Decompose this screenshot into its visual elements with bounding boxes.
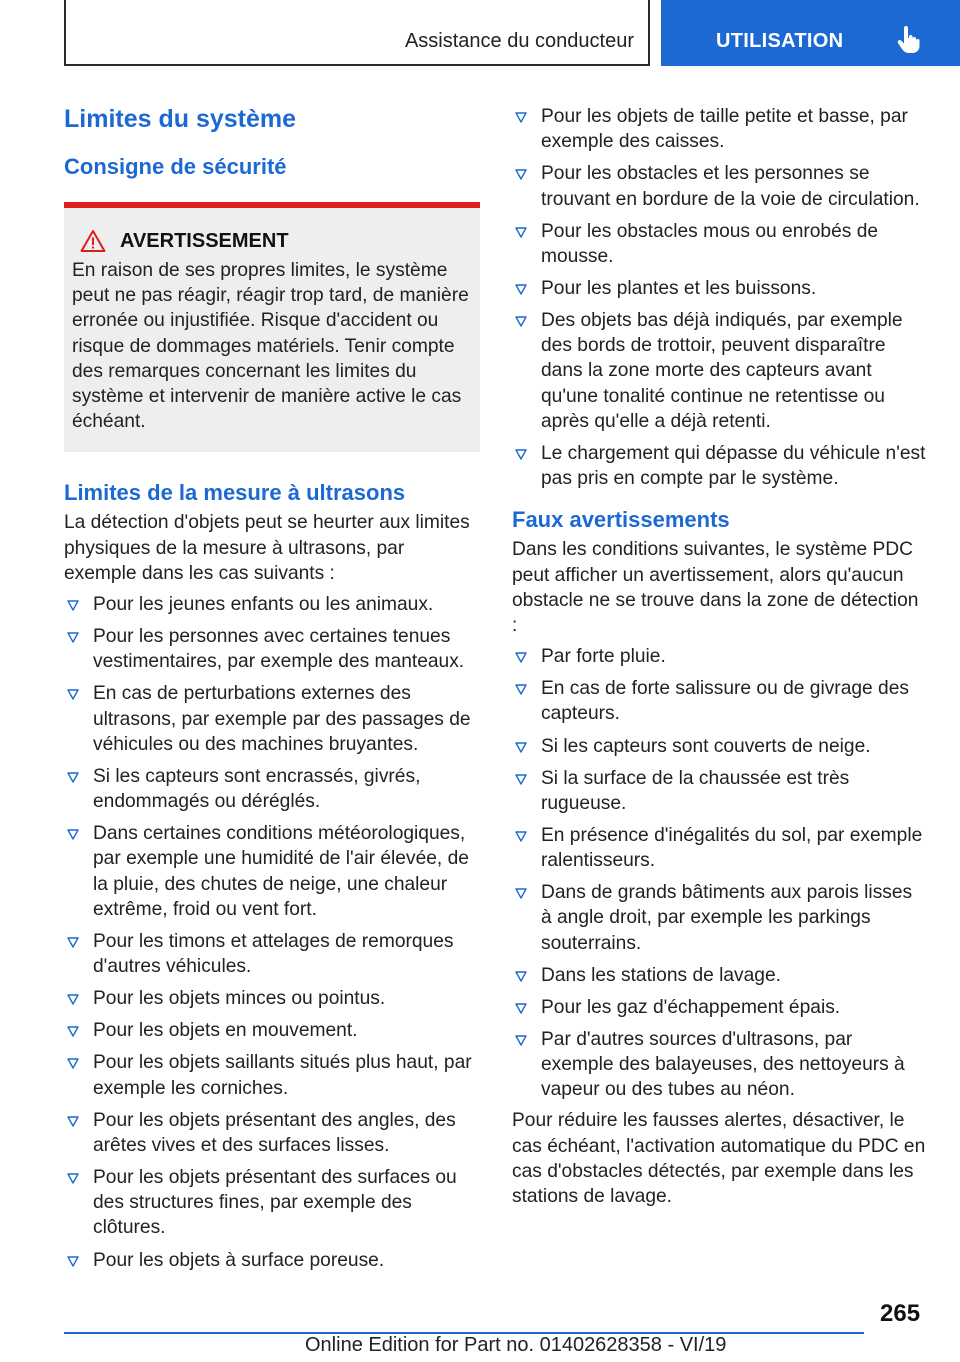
list-item-text: Pour les obstacles mous ou enrobés de mousse.: [541, 220, 879, 267]
list-item-text: En présence d'inégalités du sol, par exemple ralentisseurs.: [541, 824, 923, 872]
bullet-triangle-icon: [67, 994, 79, 1005]
list-item: [512, 676, 928, 726]
list-item-text: Si les capteurs sont couverts de neige.: [541, 735, 871, 757]
list-item-text: Pour les objets présentant des angles, des arêtes vives et des surfaces lisses.: [93, 1109, 456, 1156]
list-item: [512, 161, 928, 211]
bullet-triangle-icon: [67, 1256, 79, 1267]
bullet-triangle-icon: [67, 632, 79, 643]
bullet-triangle-icon: [67, 937, 79, 948]
list-item: [64, 986, 480, 1011]
list-item-text: Des objets bas déjà indiqués, par exemple des bords de trottoir, peuvent disparaître dans la zone morte des capteurs avant qu'une tonalité continue ne retentisse ou après qu'elle a déjà retenti.: [541, 309, 903, 432]
list-item-text: Si les capteurs sont encrassés, givrés, endommagés ou déréglés.: [93, 765, 421, 813]
bullet-triangle-icon: [67, 600, 79, 611]
bullet-triangle-icon: [67, 689, 79, 700]
list-item: [512, 963, 928, 988]
list-item-text: Dans les stations de lavage.: [541, 964, 781, 986]
bullet-triangle-icon: [515, 1035, 527, 1046]
list-item: [512, 995, 928, 1020]
list-item-text: Dans certaines conditions météorologiques, par exemple une humidité de l'air élevée, de la pluie, des chutes de neige, une chaleur extrême, froid ou vent fort.: [93, 823, 469, 920]
warning-header: [80, 228, 472, 254]
ultrasonic-limits-list: [64, 592, 480, 1273]
list-item: [512, 308, 928, 434]
list-item: [512, 276, 928, 301]
list-item-text: Par forte pluie.: [541, 646, 666, 668]
running-header: [64, 0, 650, 66]
list-item: [512, 441, 928, 491]
edition-note: Online Edition for Part no. 01402628358 - VI/19: [305, 1334, 727, 1356]
bullet-triangle-icon: [67, 1116, 79, 1127]
list-item-text: Pour les gaz d'échappement épais.: [541, 996, 841, 1018]
list-item: [512, 1027, 928, 1103]
list-item: [64, 821, 480, 922]
bullet-triangle-icon: [67, 1173, 79, 1184]
right-column: [512, 104, 928, 1209]
page-title: Limites du système: [64, 105, 297, 133]
list-item: [64, 1108, 480, 1158]
bullet-triangle-icon: [515, 284, 527, 295]
false-warnings-closing: Pour réduire les fausses alertes, désactiver, le cas échéant, l'activation automatique du PDC en cas d'obstacles détectés, par exemple dans les stations de lavage.: [512, 1110, 926, 1207]
list-item: [64, 624, 480, 674]
bullet-triangle-icon: [515, 742, 527, 753]
list-item: [64, 681, 480, 757]
bullet-triangle-icon: [515, 112, 527, 123]
chapter-label: UTILISATION: [716, 30, 844, 52]
bullet-triangle-icon: [515, 169, 527, 180]
safety-heading: Consigne de sécurité: [64, 154, 287, 179]
list-item-text: Si la surface de la chaussée est très rugueuse.: [541, 767, 850, 814]
list-item: [512, 104, 928, 154]
list-item-text: En cas de perturbations externes des ultrasons, par exemple par des passages de véhicules ou des machines bruyantes.: [93, 683, 471, 755]
chapter-tab[interactable]: [661, 0, 960, 66]
warning-triangle-icon: [80, 229, 106, 253]
bullet-triangle-icon: [515, 971, 527, 982]
warning-text: En raison de ses propres limites, le système peut ne pas réagir, réagir trop tard, de manière erronée ou injustifiée. Risque d'accident ou risque de dommages matériels. Tenir compte des remarques concernant les limites du système et intervenir de manière active le cas échéant.: [72, 260, 469, 433]
false-warnings-heading: Faux avertissements: [512, 507, 730, 533]
bullet-triangle-icon: [515, 652, 527, 663]
bullet-triangle-icon: [515, 227, 527, 238]
list-item: [64, 929, 480, 979]
list-item-text: Pour les jeunes enfants ou les animaux.: [93, 594, 434, 616]
bullet-triangle-icon: [67, 829, 79, 840]
bullet-triangle-icon: [67, 1026, 79, 1037]
bullet-triangle-icon: [67, 772, 79, 783]
list-item: [64, 1248, 480, 1273]
pointing-hand-icon: [897, 26, 921, 54]
list-item: [512, 219, 928, 269]
list-item: [512, 734, 928, 759]
warning-label: AVERTISSEMENT: [120, 229, 289, 252]
list-item: [64, 1165, 480, 1241]
list-item-text: Dans de grands bâtiments aux parois lisses à angle droit, par exemple les parkings souterrains.: [541, 882, 913, 954]
list-item-text: Pour les objets présentant des surfaces ou des structures fines, par exemple des clôtures.: [93, 1167, 457, 1239]
list-item-text: Par d'autres sources d'ultrasons, par exemple des balayeuses, des nettoyeurs à vapeur ou des tubes au néon.: [541, 1028, 905, 1101]
false-warnings-intro: Dans les conditions suivantes, le système PDC peut afficher un avertissement, alors qu'aucun obstacle ne se trouve dans la zone de détection :: [512, 539, 919, 636]
list-item-text: Pour les objets à surface poreuse.: [93, 1249, 385, 1271]
list-item-text: Le chargement qui dépasse du véhicule n'est pas pris en compte par le système.: [541, 442, 926, 490]
list-item: [512, 766, 928, 816]
list-item-text: Pour les objets minces ou pointus.: [93, 988, 386, 1010]
bullet-triangle-icon: [515, 774, 527, 785]
list-item: [512, 823, 928, 873]
ultrasonic-limits-list-continued: [512, 104, 928, 491]
list-item-text: Pour les obstacles et les personnes se trouvant en bordure de la voie de circulation.: [541, 163, 920, 210]
bullet-triangle-icon: [67, 1058, 79, 1069]
warning-box: [64, 202, 480, 452]
list-item-text: Pour les timons et attelages de remorques d'autres véhicules.: [93, 930, 454, 978]
list-item-text: Pour les personnes avec certaines tenues vestimentaires, par exemple des manteaux.: [93, 626, 465, 673]
bullet-triangle-icon: [515, 831, 527, 842]
list-item-text: En cas de forte salissure ou de givrage des capteurs.: [541, 678, 909, 725]
list-item: [64, 1018, 480, 1043]
ultrasonic-limits-intro: La détection d'objets peut se heurter aux limites physiques de la mesure à ultrasons, par exemple dans les cas suivants :: [64, 512, 470, 584]
list-item: [64, 592, 480, 617]
bullet-triangle-icon: [515, 449, 527, 460]
list-item: [64, 1050, 480, 1100]
list-item-text: Pour les plantes et les buissons.: [541, 277, 817, 299]
left-column: [64, 100, 480, 1280]
bullet-triangle-icon: [515, 316, 527, 327]
bullet-triangle-icon: [515, 684, 527, 695]
false-warnings-list: [512, 644, 928, 1102]
section-title: Assistance du conducteur: [404, 30, 634, 52]
list-item-text: Pour les objets de taille petite et basse, par exemple des caisses.: [541, 106, 908, 153]
ultrasonic-limits-heading: Limites de la mesure à ultrasons: [64, 480, 406, 506]
bullet-triangle-icon: [515, 1003, 527, 1014]
page-number: 265: [880, 1300, 921, 1327]
list-item: [64, 764, 480, 814]
list-item-text: Pour les objets en mouvement.: [93, 1020, 358, 1042]
list-item-text: Pour les objets saillants situés plus haut, par exemple les corniches.: [93, 1052, 472, 1099]
list-item: [512, 880, 928, 956]
bullet-triangle-icon: [515, 888, 527, 899]
list-item: [512, 644, 928, 669]
